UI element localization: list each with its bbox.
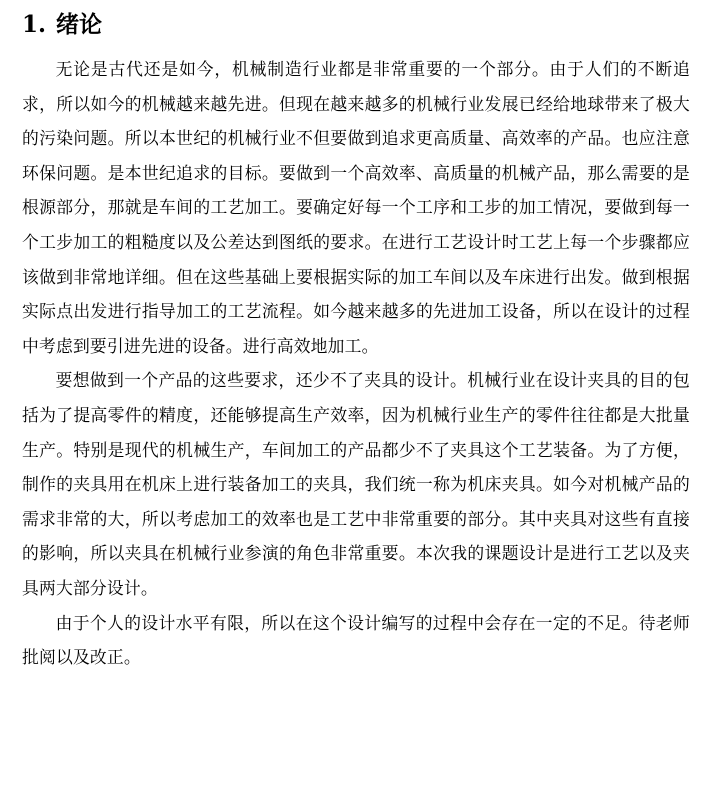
document-page [22, 8, 690, 675]
paragraph-fixture: 要想做到一个产品的这些要求，还少不了夹具的设计。机械行业在设计夹具的目的包括为了提高零件的精度，还能够提高生产效率，因为机械行业生产的零件往往都是大批量生产。特别是现代的机械生产，车间加工的产品都少不了夹具这个工艺装备。为了方便，制作的夹具用在机床上进行装备加工的夹具，我们统一称为机床夹具。如今对机械产品的需求非常的大，所以考虑加工的效率也是工艺中非常重要的部分。其中夹具对这些有直接的影响，所以夹具在机械行业参演的角色非常重要。本次我的课题设计是进行工艺以及夹具两大部分设计。 [22, 370, 690, 598]
paragraph-intro: 无论是古代还是如今，机械制造行业都是非常重要的一个部分。由于人们的不断追求，所以如今的机械越来越先进。但现在越来越多的机械行业发展已经给地球带来了极大的污染问题。所以本世纪的机械行业不但要做到追求更高质量、高效率的产品。也应注意环保问题。是本世纪追求的目标。要做到一个高效率、高质量的机械产品，那么需要的是根源部分，那就是车间的工艺加工。要确定好每一个工序和工步的加工情况，要做到每一个工步加工的粗糙度以及公差达到图纸的要求。在进行工艺设计时工艺上每一个步骤都应该做到非常地详细。但在这些基础上要根据实际的加工车间以及车床进行出发。做到根据实际点出发进行指导加工的工艺流程。如今越来越多的先进加工设备，所以在设计的过程中考虑到要引进先进的设备。进行高效地加工。 [22, 59, 690, 356]
section-title: 绪论 [56, 11, 103, 38]
paragraph-closing: 由于个人的设计水平有限，所以在这个设计编写的过程中会存在一定的不足。待老师批阅以及改正。 [22, 612, 690, 668]
section-number: 1. [22, 11, 47, 38]
section-heading [22, 8, 690, 44]
